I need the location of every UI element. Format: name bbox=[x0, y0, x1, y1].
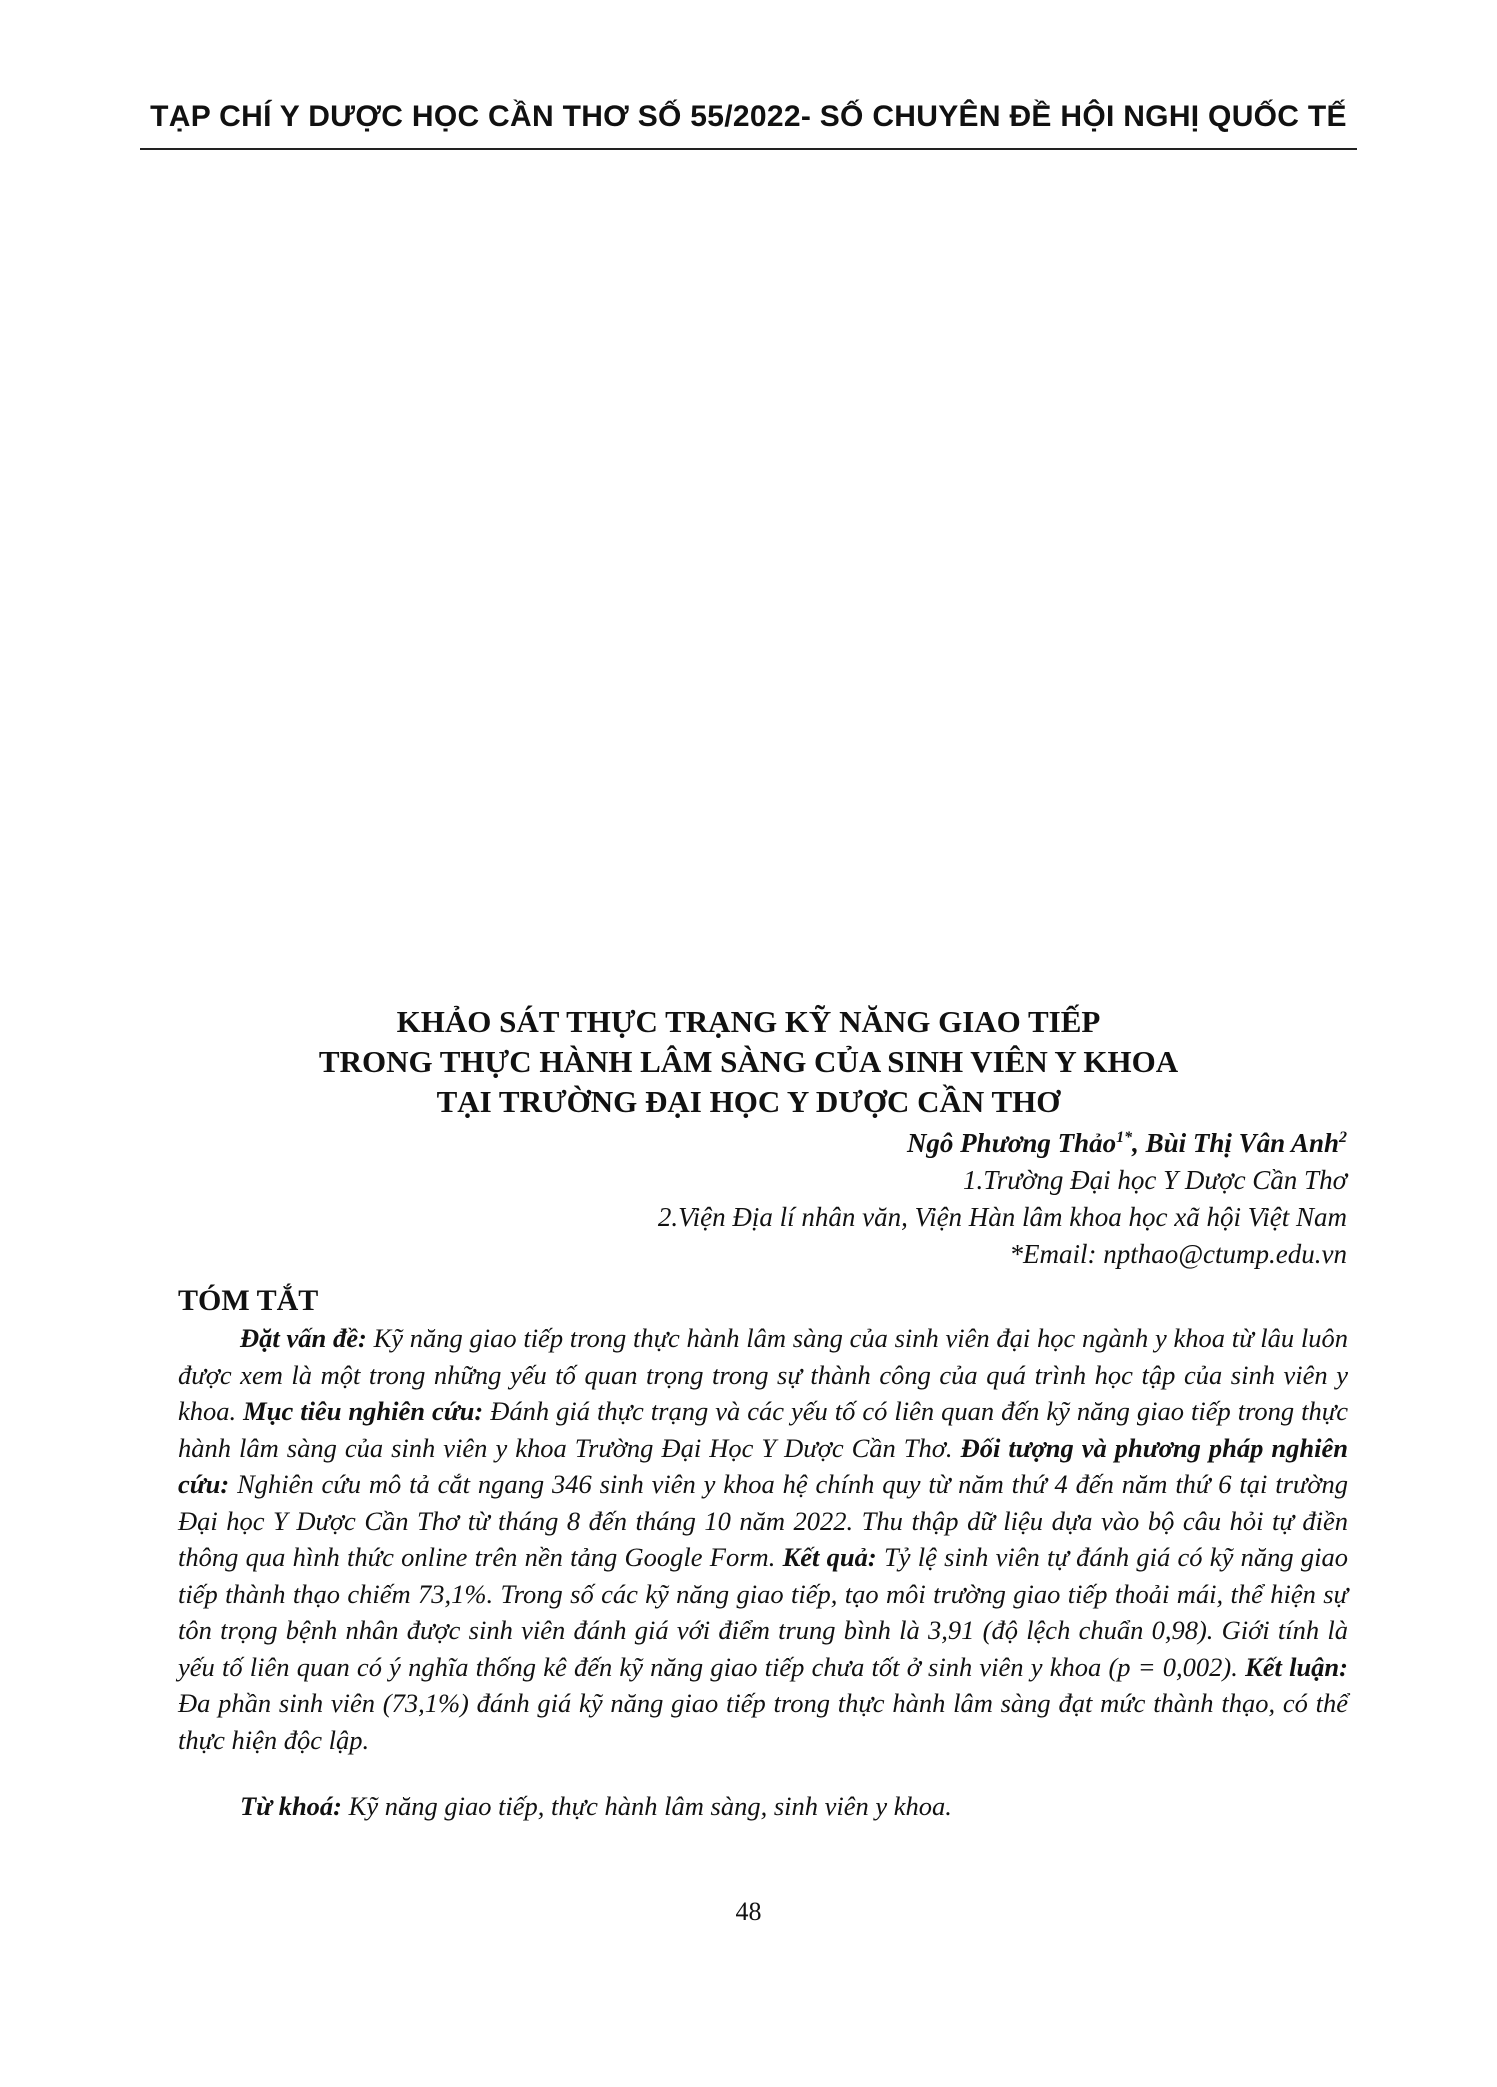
keywords-label: Từ khoá: bbox=[240, 1791, 343, 1821]
author-block bbox=[658, 1125, 1347, 1273]
abstract-label-methods: Đối tượng và phương pháp nghiên cứu: bbox=[178, 1432, 1348, 1499]
title-line: TRONG THỰC HÀNH LÂM SÀNG CỦA SINH VIÊN Y KHOA bbox=[318, 1044, 1179, 1079]
abstract-text-objective: Đánh giá thực trạng và các yếu tố có liên quan đến kỹ năng giao tiếp trong thực hành lâm sàng của sinh viên y khoa Trường Đại Học Y Dược Cần Thơ. bbox=[178, 1396, 1348, 1463]
author-name: Ngô Phương Thảo bbox=[906, 1128, 1117, 1158]
affiliation: 1.Trường Đại học Y Dược Cần Thơ bbox=[963, 1165, 1347, 1195]
header-divider bbox=[140, 148, 1357, 150]
abstract-text-results: Tỷ lệ sinh viên tự đánh giá có kỹ năng giao tiếp thành thạo chiếm 73,1%. Trong số các kỹ năng giao tiếp, tạo môi trường giao tiếp thoải mái, thể hiện sự tôn trọng bệnh nhân được sinh viên đánh giá với điểm trung bình là 3,91 (độ lệch chuẩn 0,98). Giới tính là yếu tố liên quan có ý nghĩa thống kê đến kỹ năng giao tiếp chưa tốt ở sinh viên y khoa (p = 0,002). bbox=[178, 1542, 1348, 1682]
author-affiliation-marker: 1* bbox=[1116, 1129, 1133, 1146]
title-line: TẠI TRƯỜNG ĐẠI HỌC Y DƯỢC CẦN THƠ bbox=[436, 1084, 1061, 1119]
author-names bbox=[658, 1125, 1347, 1162]
abstract-label-results: Kết quả: bbox=[782, 1542, 877, 1572]
abstract-label-background: Đặt vấn đề: bbox=[240, 1323, 367, 1353]
abstract-heading: TÓM TẮT bbox=[178, 1284, 319, 1317]
abstract-text-methods: Nghiên cứu mô tả cắt ngang 346 sinh viên y khoa hệ chính quy từ năm thứ 4 đến năm thứ 6 tại trường Đại học Y Dược Cần Thơ từ tháng 8 đến tháng 10 năm 2022. Thu thập dữ liệu dựa vào bộ câu hỏi tự điền thông qua hình thức online trên nền tảng Google Form. bbox=[178, 1469, 1348, 1572]
author-separator: , bbox=[1132, 1128, 1146, 1158]
author-name: Bùi Thị Vân Anh bbox=[1145, 1128, 1339, 1158]
keywords-text: Kỹ năng giao tiếp, thực hành lâm sàng, sinh viên y khoa. bbox=[342, 1791, 952, 1821]
abstract-body bbox=[178, 1320, 1348, 1758]
author-affiliation-marker: 2 bbox=[1339, 1129, 1347, 1146]
keywords bbox=[178, 1788, 1348, 1825]
affiliation: 2.Viện Địa lí nhân văn, Viện Hàn lâm khoa học xã hội Việt Nam bbox=[657, 1202, 1347, 1232]
paper-title bbox=[140, 1002, 1357, 1122]
page-number: 48 bbox=[735, 1897, 762, 1926]
journal-header: TẠP CHÍ Y DƯỢC HỌC CẦN THƠ SỐ 55/2022- SỐ CHUYÊN ĐỀ HỘI NGHỊ QUỐC TẾ bbox=[150, 100, 1347, 133]
abstract-paragraph bbox=[178, 1320, 1348, 1758]
abstract-text-background: Kỹ năng giao tiếp trong thực hành lâm sàng của sinh viên đại học ngành y khoa từ lâu luôn được xem là một trong những yếu tố quan trọng trong sự thành công của quá trình học tập của sinh viên y khoa. bbox=[178, 1323, 1348, 1426]
corresponding-email[interactable]: *Email: npthao@ctump.edu.vn bbox=[1009, 1239, 1347, 1269]
title-line: KHẢO SÁT THỰC TRẠNG KỸ NĂNG GIAO TIẾP bbox=[396, 1004, 1101, 1039]
abstract-text-conclusion: Đa phần sinh viên (73,1%) đánh giá kỹ năng giao tiếp trong thực hành lâm sàng đạt mức thành thạo, có thể thực hiện độc lập. bbox=[178, 1688, 1348, 1755]
abstract-label-conclusion: Kết luận: bbox=[1245, 1651, 1348, 1682]
abstract-label-objective: Mục tiêu nghiên cứu: bbox=[243, 1396, 484, 1426]
